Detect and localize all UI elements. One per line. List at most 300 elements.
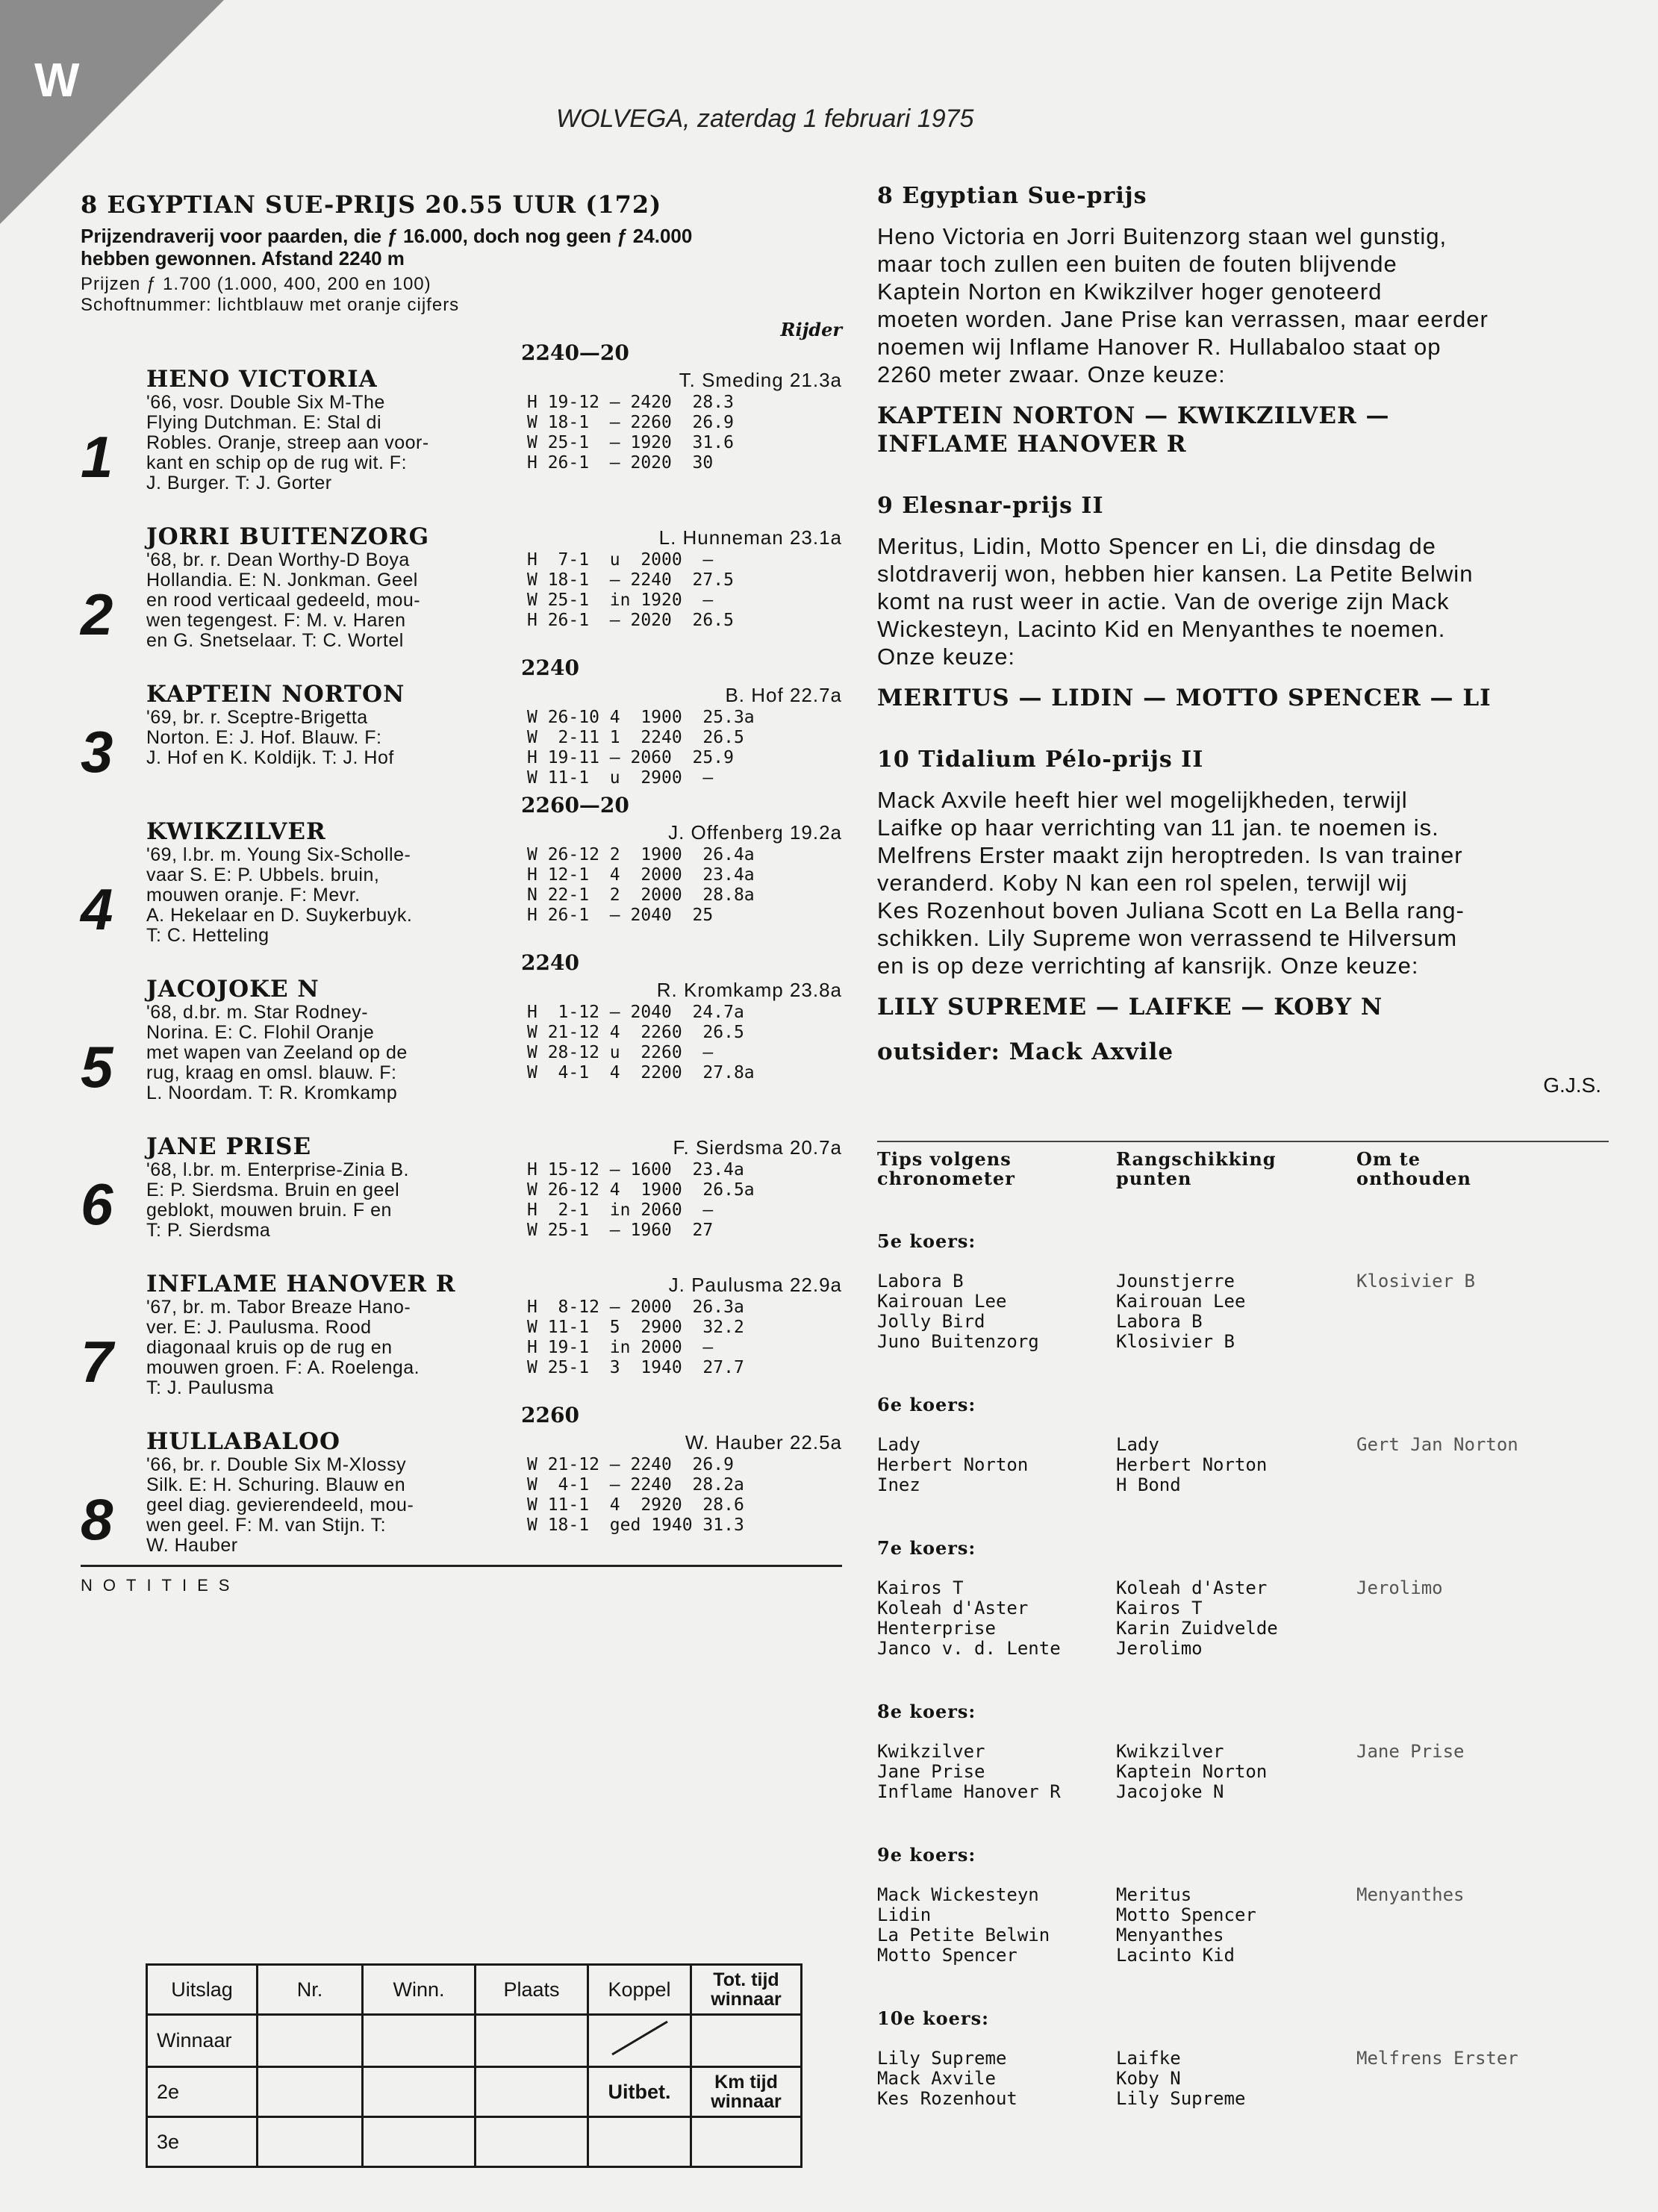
koers-label: 9e koers:: [877, 1844, 976, 1866]
koppel-slash: [588, 2015, 691, 2067]
page-header: WOLVEGA, zaterdag 1 februari 1975: [556, 105, 974, 133]
horse-form-line: H 19-12 — 2420 28.3: [527, 393, 734, 412]
result-cell: [476, 2117, 588, 2167]
col-header-line: Om te: [1356, 1148, 1421, 1170]
koers-entry: Inez: [877, 1474, 920, 1495]
koers-entry: Koleah d'Aster: [877, 1598, 1029, 1619]
horse-entry: [81, 818, 842, 946]
distance-label: 2260: [521, 1403, 579, 1427]
horse-desc-line: '69, l.br. m. Young Six-Scholle-: [146, 844, 411, 865]
result-header: Koppel: [588, 1965, 691, 2015]
horse-form-line: W 11-1 5 2900 32.2: [527, 1318, 744, 1337]
tip-pick-line: MERITUS — LIDIN — MOTTO SPENCER — LI: [877, 685, 1492, 711]
koers-entry: Inflame Hanover R: [877, 1781, 1061, 1802]
horse-body: [146, 550, 842, 651]
race-schoftnummer: Schoftnummer: lichtblauw met oranje cijfers: [81, 295, 460, 315]
koers-entry: Laifke: [1116, 2048, 1181, 2069]
horse-number: 3: [81, 719, 113, 785]
horse-number: 1: [81, 424, 113, 490]
col-header-rangschikking: [1116, 1150, 1356, 1188]
horse-desc-line: kant en schip op de rug wit. F:: [146, 452, 408, 473]
koers-entry: Labora B: [1116, 1311, 1203, 1332]
horse-entry: [81, 523, 842, 651]
horse-rider: W. Hauber 22.5a: [685, 1431, 842, 1454]
koers-entry: Klosivier B: [1356, 1271, 1475, 1292]
horse-form-line: W 11-1 u 2900 —: [527, 768, 714, 788]
horse-form-line: N 22-1 2 2000 28.8a: [527, 885, 755, 905]
horse-body: [146, 845, 842, 946]
tip-text-line: noemen wij Inflame Hanover R. Hullabaloo staat op: [877, 334, 1442, 360]
horse-description: [146, 1297, 527, 1398]
rider-column-label: Rijder: [780, 319, 842, 340]
koers-row: [877, 2049, 1609, 2109]
tip-text-line: slotdraverij won, hebben hier kansen. La Petite Belwin: [877, 561, 1474, 587]
koers-entry: Kaptein Norton: [1116, 1761, 1268, 1782]
horse-desc-line: ver. E: J. Paulusma. Rood: [146, 1317, 372, 1338]
koers-column-c3: [1356, 1578, 1603, 1659]
koers-entry: Mack Axvile: [877, 2068, 996, 2089]
horse-form-line: H 26-1 — 2020 26.5: [527, 611, 734, 630]
horse-rider: F. Sierdsma 20.7a: [673, 1136, 842, 1159]
koers-entry: Jerolimo: [1356, 1577, 1443, 1598]
koers-row: [877, 1578, 1609, 1659]
tip-text-line: Laifke op haar verrichting van 11 jan. te noemen is.: [877, 814, 1439, 841]
koers-column-c2: [1116, 1578, 1356, 1659]
horse-desc-line: wen tegengest. F: M. v. Haren: [146, 610, 406, 631]
koersen-list: [877, 1230, 1609, 2109]
col-header-line: Rangschikking: [1116, 1148, 1277, 1170]
koers-entry: Herbert Norton: [1116, 1454, 1268, 1475]
signature: G.J.S.: [1543, 1074, 1601, 1097]
tip-pick-line: LILY SUPREME — LAIFKE — KOBY N: [877, 994, 1383, 1021]
corner-letter: W: [34, 53, 80, 107]
result-cell: [476, 2067, 588, 2117]
koers-entry: Lady: [877, 1434, 920, 1455]
koers-column-c2: [1116, 1742, 1356, 1802]
horse-body: [146, 1455, 842, 1556]
koers-entry: Kairos T: [877, 1577, 964, 1598]
horse-form-line: W 2-11 1 2240 26.5: [527, 728, 744, 747]
horse-desc-line: Norina. E: C. Flohil Oranje: [146, 1022, 375, 1043]
horse-name-row: [146, 523, 842, 550]
koers-column-c2: [1116, 2049, 1356, 2109]
result-header: Nr.: [258, 1965, 363, 2015]
race-card: [81, 190, 842, 1595]
horse-desc-line: vaar S. E: P. Ubbels. bruin,: [146, 864, 380, 885]
horse-body: [146, 1297, 842, 1398]
koers-row: [877, 1885, 1609, 1966]
koers-row: [877, 1435, 1609, 1495]
koers-entry: Lily Supreme: [1116, 2088, 1246, 2109]
result-row-label: Winnaar: [147, 2015, 258, 2067]
horse-form-line: H 26-1 — 2040 25: [527, 906, 714, 925]
tip-pick: [877, 684, 1609, 712]
koers-label: 5e koers:: [877, 1230, 976, 1252]
horse-number: 2: [81, 582, 113, 647]
horse-form-line: W 18-1 — 2240 27.5: [527, 570, 734, 590]
koers-label: 6e koers:: [877, 1394, 976, 1415]
koers-entry: Kairouan Lee: [1116, 1291, 1246, 1312]
result-cell: [363, 2067, 476, 2117]
tip-title: 9 Elesnar-prijs II: [877, 493, 1104, 519]
horse-form-line: W 25-1 — 1920 31.6: [527, 433, 734, 452]
koers-entry: Jerolimo: [1116, 1638, 1203, 1659]
horse-name: HENO VICTORIA: [146, 366, 378, 393]
horse-form-line: H 19-1 in 2000 —: [527, 1338, 714, 1357]
horse-desc-line: A. Hekelaar en D. Suykerbuyk.: [146, 905, 413, 926]
koers-column-c3: [1356, 2049, 1603, 2109]
race-desc-line: hebben gewonnen. Afstand 2240 m: [81, 247, 405, 270]
col-header-line: Tips volgens: [877, 1148, 1012, 1170]
koers-column-c3: [1356, 1435, 1603, 1495]
horse-form: [527, 845, 755, 946]
horse-name: KWIKZILVER: [146, 818, 326, 845]
horse-name: KAPTEIN NORTON: [146, 681, 405, 708]
horse-form: [527, 550, 734, 651]
horse-entry: [81, 366, 842, 493]
horse-entry: [81, 1271, 842, 1398]
horse-desc-line: Hollandia. E: N. Jonkman. Geel: [146, 570, 418, 591]
horse-description: [146, 1003, 527, 1103]
koers-entry: Melfrens Erster: [1356, 2048, 1518, 2069]
horse-rider: J. Offenberg 19.2a: [668, 821, 842, 844]
race-prizes: Prijzen ƒ 1.700 (1.000, 400, 200 en 100): [81, 274, 431, 294]
distance-label: [521, 1245, 842, 1271]
koers-column-c2: [1116, 1271, 1356, 1352]
horse-form: [527, 393, 734, 493]
horse-description: [146, 845, 527, 946]
horse-name-row: [146, 818, 842, 845]
koers-column-c1: [877, 2049, 1116, 2109]
horse-desc-line: Robles. Oranje, streep aan voor-: [146, 432, 429, 453]
horse-name-row: [146, 1271, 842, 1297]
koers-column-c2: [1116, 1885, 1356, 1966]
distance-label: 2240—20: [521, 340, 629, 365]
horse-form-line: W 26-10 4 1900 25.3a: [527, 708, 755, 727]
col-header-line: chronometer: [877, 1168, 1015, 1189]
tips-column: [877, 183, 1609, 2109]
horse-desc-line: J. Hof en K. Koldijk. T: J. Hof: [146, 747, 394, 768]
horse-desc-line: rug, kraag en omsl. blauw. F:: [146, 1062, 397, 1083]
tip-pick: [877, 402, 1609, 458]
result-cell: [363, 2117, 476, 2167]
tip-text-line: komt na rust weer in actie. Van de overige zijn Mack: [877, 588, 1450, 614]
tip-block: [877, 493, 1609, 712]
horse-description: [146, 393, 527, 493]
horse-form: [527, 1003, 755, 1103]
koers-entry: Kairouan Lee: [877, 1291, 1007, 1312]
horse-form-line: H 7-1 u 2000 —: [527, 550, 714, 570]
koers-column-c1: [877, 1435, 1116, 1495]
horse-number: 5: [81, 1034, 113, 1100]
distance-label: 2240: [521, 950, 579, 975]
horse-desc-line: diagonaal kruis op de rug en: [146, 1337, 393, 1358]
divider: [877, 1141, 1609, 1142]
koers-entry: H Bond: [1116, 1474, 1181, 1495]
result-cell: [258, 2015, 363, 2067]
horse-name: INFLAME HANOVER R: [146, 1271, 456, 1297]
horse-desc-line: '67, br. m. Tabor Breaze Hano-: [146, 1297, 411, 1318]
result-row-label: 2e: [147, 2067, 258, 2117]
tip-text-line: Meritus, Lidin, Motto Spencer en Li, die dinsdag de: [877, 533, 1436, 559]
koers-entry: Lidin: [877, 1904, 932, 1925]
horse-desc-line: L. Noordam. T: R. Kromkamp: [146, 1082, 398, 1103]
koers-entry: Motto Spencer: [877, 1945, 1017, 1966]
horse-desc-line: '69, br. r. Sceptre-Brigetta: [146, 707, 368, 728]
tips-list: [877, 183, 1609, 1021]
km-tijd-label: Km tijd winnaar: [691, 2067, 802, 2117]
horse-desc-line: geblokt, mouwen bruin. F en: [146, 1200, 392, 1221]
koers-entry: Lily Supreme: [877, 2048, 1007, 2069]
koers-entry: Meritus: [1116, 1884, 1192, 1905]
horse-desc-line: '66, br. r. Double Six M-Xlossy: [146, 1454, 407, 1475]
horse-name: JACOJOKE N: [146, 976, 320, 1003]
koers-entry: Kes Rozenhout: [877, 2088, 1017, 2109]
horse-description: [146, 1455, 527, 1556]
tip-pick-line: INFLAME HANOVER R: [877, 431, 1187, 458]
horse-name: JORRI BUITENZORG: [146, 523, 430, 550]
horse-name-row: [146, 1133, 842, 1160]
horse-name-row: [146, 681, 842, 708]
tip-text: [877, 786, 1609, 979]
distance-label: [521, 1108, 842, 1133]
koers-entry: Jounstjerre: [1116, 1271, 1235, 1292]
koers-column-c3: [1356, 1271, 1603, 1352]
koers-entry: Gert Jan Norton: [1356, 1434, 1518, 1455]
koers-entry: Menyanthes: [1356, 1884, 1465, 1905]
koers-entry: Jane Prise: [877, 1761, 985, 1782]
tip-text-line: en is op deze verrichting af kansrijk. Onze keuze:: [877, 953, 1419, 979]
result-cell: [476, 2015, 588, 2067]
koers-entry: Kairos T: [1116, 1598, 1203, 1619]
result-header: Plaats: [476, 1965, 588, 2015]
koers-entry: Koby N: [1116, 2068, 1181, 2089]
horse-name-row: [146, 1428, 842, 1455]
horse-form-line: W 21-12 4 2260 26.5: [527, 1023, 744, 1042]
horse-form-line: W 26-12 2 1900 26.4a: [527, 845, 755, 864]
tip-text-line: Melfrens Erster maakt zijn heroptreden. Is van trainer: [877, 842, 1463, 868]
distance-label: 2240: [521, 655, 579, 680]
tip-text-line: 2260 meter zwaar. Onze keuze:: [877, 361, 1226, 387]
tip-pick: [877, 993, 1609, 1021]
koers-entry: Karin Zuidvelde: [1116, 1618, 1278, 1639]
horse-form-line: H 15-12 — 1600 23.4a: [527, 1160, 744, 1180]
koers-entry: Herbert Norton: [877, 1454, 1029, 1475]
tip-text: [877, 222, 1609, 388]
result-cell: [363, 2015, 476, 2067]
tip-text-line: Kaptein Norton en Kwikzilver hoger genoteerd: [877, 278, 1383, 305]
horse-body: [146, 1160, 842, 1241]
result-cell: [691, 2015, 802, 2067]
horse-description: [146, 1160, 527, 1241]
race-desc-line: Prijzendraverij voor paarden, die ƒ 16.000, doch nog geen ƒ 24.000: [81, 225, 693, 247]
horse-entry: [81, 681, 842, 788]
horse-name-row: [146, 976, 842, 1003]
horse-number: 7: [81, 1329, 113, 1395]
result-cell: [691, 2117, 802, 2167]
outsider: outsider: Mack Axvile: [877, 1038, 1174, 1065]
result-cell: [588, 2117, 691, 2167]
horse-desc-line: mouwen groen. F: A. Roelenga.: [146, 1357, 420, 1378]
horse-body: [146, 708, 842, 788]
divider: [81, 1565, 842, 1567]
koers-entry: Koleah d'Aster: [1116, 1577, 1268, 1598]
koers-entry: Henterprise: [877, 1618, 996, 1639]
koers-entry: Mack Wickesteyn: [877, 1884, 1039, 1905]
horse-entry: [81, 976, 842, 1103]
horse-form: [527, 1297, 744, 1398]
result-cell: [258, 2067, 363, 2117]
horse-rider: B. Hof 22.7a: [725, 684, 842, 706]
result-header: Uitslag: [147, 1965, 258, 2015]
tip-block: [877, 747, 1609, 1021]
horse-desc-line: Norton. E: J. Hof. Blauw. F:: [146, 727, 382, 748]
horse-form-line: W 4-1 4 2200 27.8a: [527, 1063, 755, 1082]
horse-desc-line: '68, d.br. m. Star Rodney-: [146, 1002, 369, 1023]
horse-form-line: H 1-12 — 2040 24.7a: [527, 1003, 744, 1022]
horse-desc-line: Flying Dutchman. E: Stal di: [146, 412, 382, 433]
horse-number: 6: [81, 1171, 113, 1237]
tip-text-line: schikken. Lily Supreme won verrassend te Hilversum: [877, 925, 1458, 951]
horse-form-line: W 25-1 — 1960 27: [527, 1221, 714, 1240]
koers-column-c1: [877, 1742, 1116, 1802]
horse-desc-line: geel diag. gevierendeeld, mou-: [146, 1495, 414, 1515]
koers-entry: Jolly Bird: [877, 1311, 985, 1332]
tip-text-line: Onze keuze:: [877, 644, 1016, 670]
horse-form-line: W 25-1 in 1920 —: [527, 591, 714, 610]
horse-form-line: H 2-1 in 2060 —: [527, 1200, 714, 1220]
col-header-line: punten: [1116, 1168, 1192, 1189]
tip-text-line: maar toch zullen een buiten de fouten blijvende: [877, 251, 1397, 277]
horse-desc-line: '66, vosr. Double Six M-The: [146, 392, 385, 413]
horse-description: [146, 550, 527, 651]
result-header: Tot. tijd winnaar: [691, 1965, 802, 2015]
koers-column-c1: [877, 1578, 1116, 1659]
tip-text-line: moeten worden. Jane Prise kan verrassen, maar eerder: [877, 306, 1489, 332]
horse-body: [146, 1003, 842, 1103]
distance-label: [521, 498, 842, 523]
horse-form: [527, 1455, 744, 1556]
horse-rider: L. Hunneman 23.1a: [658, 526, 842, 549]
result-header: Winn.: [363, 1965, 476, 2015]
result-cell: [258, 2117, 363, 2167]
horse-desc-line: T: P. Sierdsma: [146, 1220, 271, 1241]
tip-title: 10 Tidalium Pélo-prijs II: [877, 747, 1204, 773]
horse-desc-line: met wapen van Zeeland op de: [146, 1042, 408, 1063]
koers-entry: Klosivier B: [1116, 1331, 1235, 1352]
horse-form-line: W 18-1 ged 1940 31.3: [527, 1515, 744, 1535]
race-title: 8 EGYPTIAN SUE-PRIJS 20.55 UUR (172): [81, 190, 662, 219]
horse-form: [527, 1160, 755, 1241]
horse-name-row: [146, 366, 842, 393]
horse-form-line: W 26-12 4 1900 26.5a: [527, 1180, 755, 1200]
koers-row: [877, 1742, 1609, 1802]
koers-column-c1: [877, 1885, 1116, 1966]
tip-text-line: Mack Axvile heeft hier wel mogelijkheden, terwijl: [877, 787, 1408, 813]
horse-desc-line: wen geel. F: M. van Stijn. T:: [146, 1515, 387, 1536]
horse-form-line: W 21-12 — 2240 26.9: [527, 1455, 734, 1474]
koers-entry: Motto Spencer: [1116, 1904, 1256, 1925]
koers-entry: Jane Prise: [1356, 1741, 1465, 1762]
koers-row: [877, 1271, 1609, 1352]
col-header-onthouden: [1356, 1150, 1603, 1188]
horse-form-line: W 18-1 — 2260 26.9: [527, 413, 734, 432]
koers-entry: Labora B: [877, 1271, 964, 1292]
horse-desc-line: J. Burger. T: J. Gorter: [146, 473, 332, 493]
koers-entry: Menyanthes: [1116, 1925, 1224, 1945]
horse-desc-line: '68, l.br. m. Enterprise-Zinia B.: [146, 1159, 409, 1180]
tip-text: [877, 532, 1609, 670]
tip-text-line: Heno Victoria en Jorri Buitenzorg staan wel gunstig,: [877, 223, 1447, 249]
koers-label: 7e koers:: [877, 1537, 976, 1559]
horse-desc-line: mouwen oranje. F: Mevr.: [146, 885, 361, 906]
horse-form-line: W 25-1 3 1940 27.7: [527, 1358, 744, 1377]
horse-entry: [81, 1428, 842, 1556]
horse-description: [146, 708, 527, 788]
tips-table-header: [877, 1150, 1609, 1188]
result-table: [146, 1963, 802, 2168]
tip-text-line: veranderd. Koby N kan een rol spelen, terwijl wij: [877, 870, 1408, 896]
koers-column-c3: [1356, 1742, 1603, 1802]
horse-rider: T. Smeding 21.3a: [679, 369, 842, 391]
tip-text-line: Wickesteyn, Lacinto Kid en Menyanthes te noemen.: [877, 616, 1446, 642]
koers-entry: Jacojoke N: [1116, 1781, 1224, 1802]
koers-column-c2: [1116, 1435, 1356, 1495]
koers-entry: Juno Buitenzorg: [877, 1331, 1039, 1352]
koers-column-c1: [877, 1271, 1116, 1352]
notities-label: NOTITIES: [81, 1576, 240, 1595]
koers-label: 10e koers:: [877, 2007, 989, 2029]
horse-form: [527, 708, 755, 788]
koers-label: 8e koers:: [877, 1701, 976, 1722]
horse-number: 8: [81, 1486, 113, 1552]
horse-desc-line: T: C. Hetteling: [146, 925, 269, 946]
col-header-line: onthouden: [1356, 1168, 1471, 1189]
horse-form-line: H 26-1 — 2020 30: [527, 453, 714, 473]
tip-text-line: Kes Rozenhout boven Juliana Scott en La Bella rang-: [877, 897, 1465, 923]
distance-label: 2260—20: [521, 793, 629, 817]
tip-title: 8 Egyptian Sue-prijs: [877, 183, 1147, 209]
horse-form-line: H 19-11 — 2060 25.9: [527, 748, 734, 767]
horse-entry: [81, 1133, 842, 1241]
horse-name: HULLABALOO: [146, 1428, 341, 1455]
uitbet-label: Uitbet.: [588, 2067, 691, 2117]
horse-name: JANE PRISE: [146, 1133, 312, 1160]
horse-desc-line: en G. Snetselaar. T: C. Wortel: [146, 630, 404, 651]
tip-pick-line: KAPTEIN NORTON — KWIKZILVER —: [877, 402, 1390, 429]
race-description: [81, 225, 842, 270]
koers-entry: Lacinto Kid: [1116, 1945, 1235, 1966]
horse-desc-line: E: P. Sierdsma. Bruin en geel: [146, 1180, 400, 1200]
tip-block: [877, 183, 1609, 458]
koers-entry: Kwikzilver: [1116, 1741, 1224, 1762]
horse-form-line: W 4-1 — 2240 28.2a: [527, 1475, 744, 1495]
result-row-label: 3e: [147, 2117, 258, 2167]
koers-column-c3: [1356, 1885, 1603, 1966]
horse-form-line: H 8-12 — 2000 26.3a: [527, 1297, 744, 1317]
koers-entry: La Petite Belwin: [877, 1925, 1050, 1945]
horse-desc-line: Silk. E: H. Schuring. Blauw en: [146, 1474, 406, 1495]
horse-form-line: W 11-1 4 2920 28.6: [527, 1495, 744, 1515]
horse-form-line: W 28-12 u 2260 —: [527, 1043, 714, 1062]
col-header-chronometer: [877, 1150, 1116, 1188]
horse-desc-line: T: J. Paulusma: [146, 1377, 274, 1398]
horse-desc-line: '68, br. r. Dean Worthy-D Boya: [146, 549, 410, 570]
horse-body: [146, 393, 842, 493]
horse-desc-line: en rood verticaal gedeeld, mou-: [146, 590, 421, 611]
koers-entry: Lady: [1116, 1434, 1159, 1455]
horse-form-line: H 12-1 4 2000 23.4a: [527, 865, 755, 885]
